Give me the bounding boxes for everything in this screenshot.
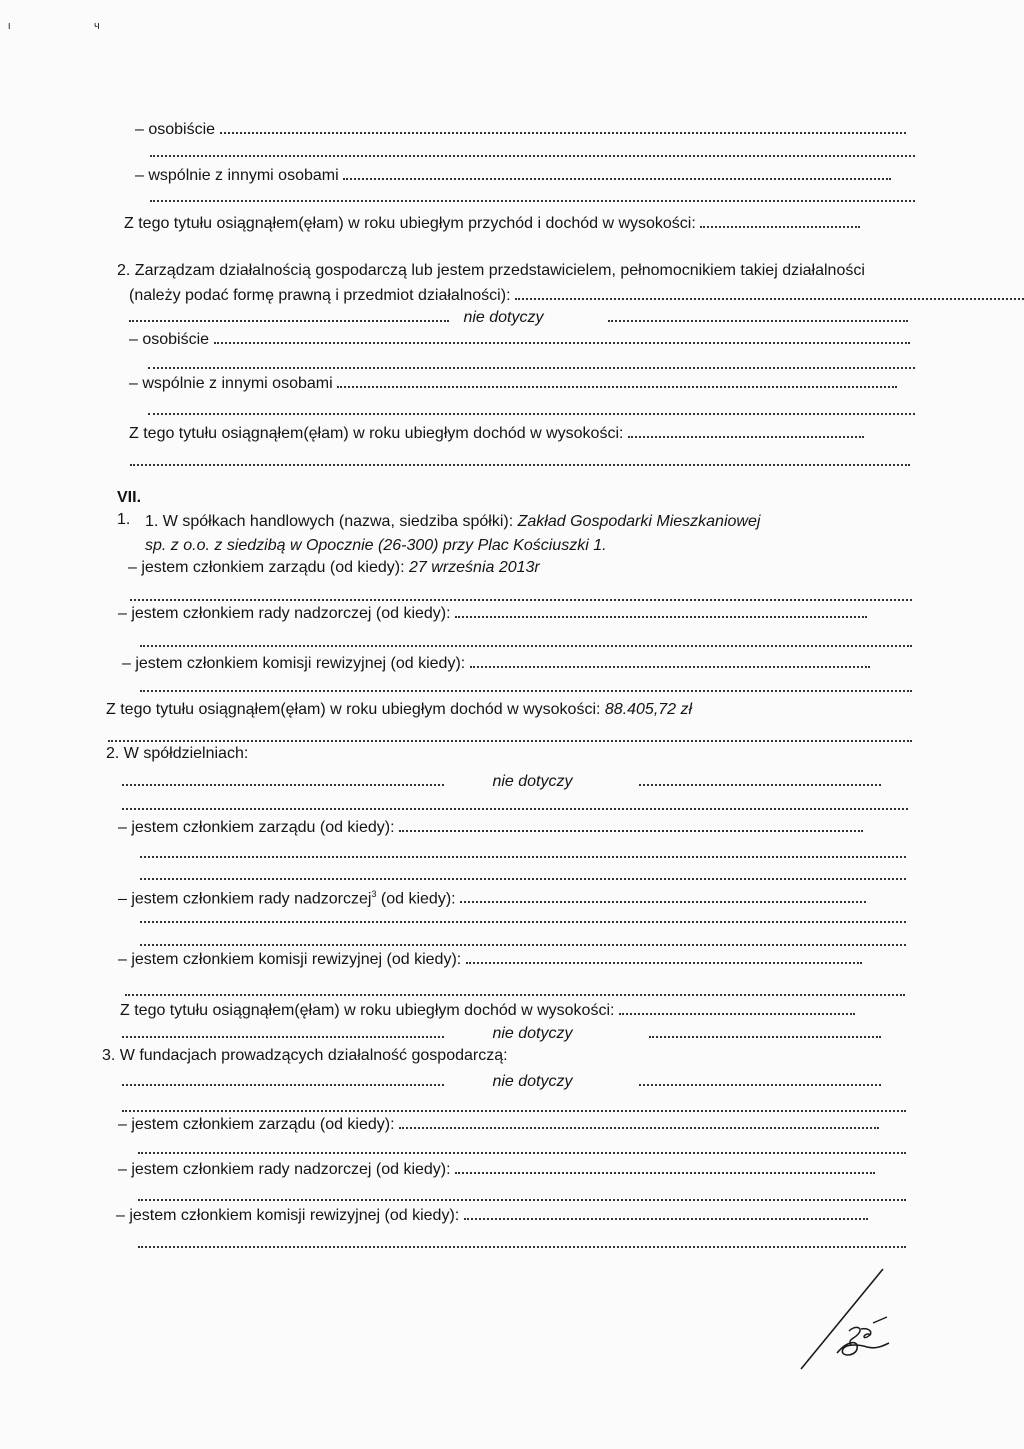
dotted-line xyxy=(122,1110,906,1112)
signature-initials xyxy=(795,1265,905,1375)
dotted-fill xyxy=(466,952,862,964)
item2-income-line xyxy=(129,424,864,444)
dotted-fill xyxy=(515,288,1024,300)
zarzad-value: 27 września 2013r xyxy=(409,559,540,576)
spoldzielnie-rada-a: – jestem członkiem rady nadzorczej xyxy=(118,890,372,908)
dotted-line xyxy=(140,878,906,880)
dotted-line xyxy=(140,856,906,858)
fundacje-answer: nie dotyczy xyxy=(492,1073,573,1090)
dotted-fill xyxy=(122,774,444,786)
spoldzielnie-zarzad-line xyxy=(118,818,863,838)
dotted-line xyxy=(148,413,915,415)
dotted-fill xyxy=(122,1026,444,1038)
rada-line xyxy=(118,604,867,624)
dotted-fill xyxy=(399,1117,879,1129)
dotted-line xyxy=(148,367,915,369)
dotted-fill xyxy=(700,216,860,228)
income-label: Z tego tytułu osiągnąłem(ęłam) w roku ubiegłym przychód i dochód w wysokości: xyxy=(124,215,696,232)
dotted-line xyxy=(138,1152,906,1154)
item2-answer: nie dotyczy xyxy=(463,309,544,326)
corner-mark-right: ч xyxy=(94,20,100,32)
zarzad-line xyxy=(128,558,540,578)
fundacje-heading: 3. W fundacjach prowadzących działalność gospodarczą: xyxy=(102,1047,508,1064)
vii-income-line xyxy=(106,700,692,720)
dotted-line xyxy=(140,921,906,923)
dotted-fill xyxy=(628,426,864,438)
dotted-fill xyxy=(214,332,910,344)
dotted-fill xyxy=(464,1208,868,1220)
vii-income-value: 88.405,72 zł xyxy=(604,701,693,718)
dotted-line xyxy=(150,200,915,202)
spoldzielnie-heading: 2. W spółdzielniach: xyxy=(106,745,249,762)
dotted-line xyxy=(140,645,912,647)
spoldzielnie-income-answer-line xyxy=(122,1024,881,1044)
dotted-fill xyxy=(470,656,870,668)
item2-income: Z tego tytułu osiągnąłem(ęłam) w roku ubiegłym dochód w wysokości: xyxy=(129,425,624,442)
dotted-fill xyxy=(343,168,891,180)
spoldzielnie-komisja: – jestem członkiem komisji rewizyjnej (od kiedy): xyxy=(118,951,462,968)
dotted-fill xyxy=(460,891,866,903)
dotted-fill xyxy=(619,1003,855,1015)
section-vii-number: 1. xyxy=(117,511,131,528)
item2-line1: 2. Zarządzam działalnością gospodarczą lub jestem przedstawicielem, pełnomocnikiem takiej działalności xyxy=(117,262,865,279)
dotted-line xyxy=(122,808,908,810)
spoldzielnie-answer: nie dotyczy xyxy=(492,773,573,790)
dotted-fill xyxy=(608,310,908,322)
spoldzielnie-rada-line xyxy=(118,884,866,909)
corner-mark-left: ι xyxy=(8,20,11,32)
dotted-fill xyxy=(129,310,449,322)
spoldzielnie-zarzad: – jestem członkiem zarządu (od kiedy): xyxy=(118,819,395,836)
spolki-line xyxy=(145,512,760,532)
fundacje-komisja: – jestem członkiem komisji rewizyjnej (od kiedy): xyxy=(116,1207,460,1224)
dotted-fill xyxy=(649,1026,881,1038)
fundacje-komisja-line xyxy=(116,1206,868,1226)
zarzad-label: – jestem członkiem zarządu (od kiedy): xyxy=(128,559,405,576)
item2-wspolnie: – wspólnie z innymi osobami xyxy=(129,375,333,392)
item2-line2-label: (należy podać formę prawną i przedmiot działalności): xyxy=(129,287,511,304)
rada-label: – jestem członkiem rady nadzorczej (od kiedy): xyxy=(118,605,451,622)
dotted-fill xyxy=(639,774,881,786)
fundacje-answer-line xyxy=(122,1072,881,1092)
wspolnie-line xyxy=(135,166,891,186)
item2-answer-line xyxy=(129,308,908,328)
osobiscie-line xyxy=(135,120,906,140)
spolki-label: 1. W spółkach handlowych (nazwa, siedziba spółki): xyxy=(145,513,514,530)
dotted-fill xyxy=(220,122,906,134)
osobiscie-label: – osobiście xyxy=(135,121,216,138)
spoldzielnie-rada-b: (od kiedy): xyxy=(376,890,456,908)
spoldzielnie-income: Z tego tytułu osiągnąłem(ęłam) w roku ubiegłym dochód w wysokości: xyxy=(120,1002,615,1019)
section-vii-heading: VII. xyxy=(117,489,142,506)
dotted-line xyxy=(138,1199,906,1201)
dotted-fill xyxy=(399,820,863,832)
company-name: Zakład Gospodarki Mieszkaniowej xyxy=(517,513,761,530)
dotted-fill xyxy=(122,1074,444,1086)
item2-wspolnie-line xyxy=(129,374,897,394)
dotted-fill xyxy=(337,376,897,388)
fundacje-rada: – jestem członkiem rady nadzorczej (od kiedy): xyxy=(118,1161,451,1178)
dotted-fill xyxy=(455,1162,875,1174)
item2-line2 xyxy=(129,286,1024,306)
komisja-line xyxy=(122,654,870,674)
dotted-fill xyxy=(455,606,867,618)
fundacje-zarzad: – jestem członkiem zarządu (od kiedy): xyxy=(118,1116,395,1133)
dotted-line xyxy=(130,464,910,466)
item2-osobiscie: – osobiście xyxy=(129,331,210,348)
income-line-top xyxy=(124,214,860,234)
dotted-line xyxy=(130,599,912,601)
wspolnie-label: – wspólnie z innymi osobami xyxy=(135,167,339,184)
spoldzielnie-income-line xyxy=(120,1001,855,1021)
spoldzielnie-komisja-line xyxy=(118,950,862,970)
dotted-fill xyxy=(639,1074,881,1086)
vii-income-label: Z tego tytułu osiągnąłem(ęłam) w roku ubiegłym dochód w wysokości: xyxy=(106,701,601,718)
spoldzielnie-answer-line xyxy=(122,772,881,792)
komisja-label: – jestem członkiem komisji rewizyjnej (od kiedy): xyxy=(122,655,466,672)
footnote-marker: 3 xyxy=(371,889,377,899)
dotted-line xyxy=(138,1246,906,1248)
spoldzielnie-income-answer: nie dotyczy xyxy=(492,1025,573,1042)
fundacje-zarzad-line xyxy=(118,1115,879,1135)
fundacje-rada-line xyxy=(118,1160,875,1180)
dotted-line xyxy=(108,740,912,742)
dotted-line xyxy=(150,155,915,157)
dotted-line xyxy=(140,690,912,692)
dotted-line xyxy=(140,944,906,946)
company-address: sp. z o.o. z siedzibą w Opocznie (26-300) przy Plac Kościuszki 1. xyxy=(145,537,607,554)
dotted-line xyxy=(125,994,905,996)
item2-osobiscie-line xyxy=(129,330,910,350)
